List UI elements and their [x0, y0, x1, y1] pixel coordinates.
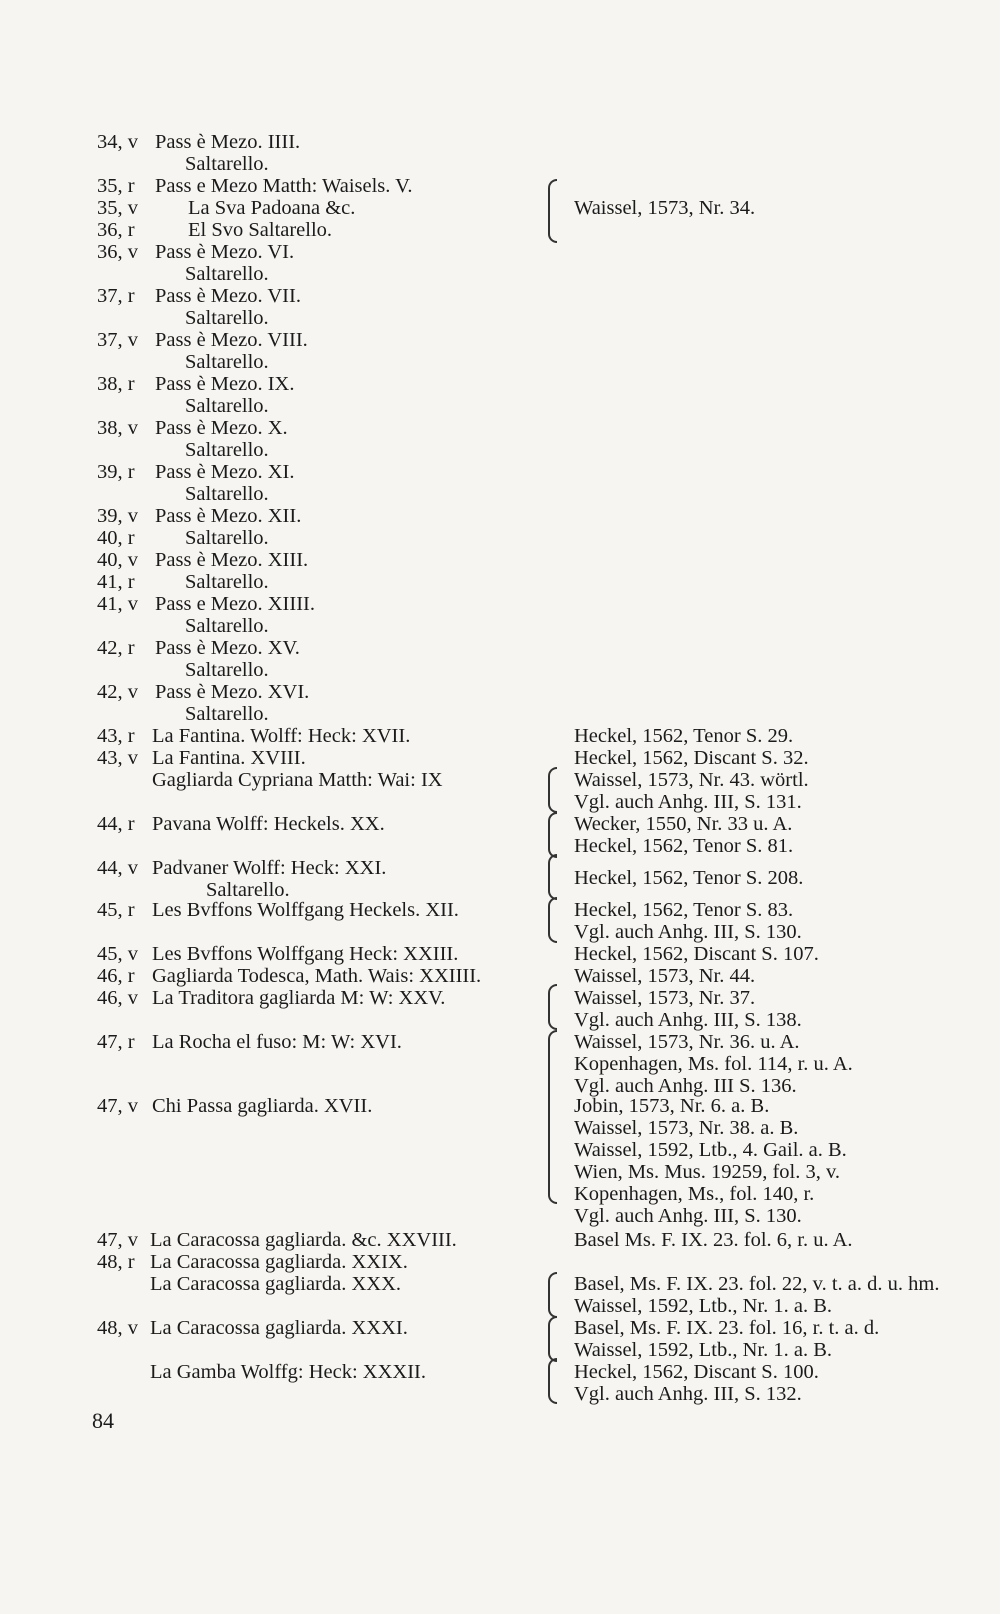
piece-title: Saltarello.: [185, 571, 269, 593]
grouping-brace: [548, 897, 557, 943]
folio-number: 44, r: [97, 813, 135, 835]
source-reference: Vgl. auch Anhg. III, S. 130.: [574, 1205, 802, 1227]
entry-line: [0, 1294, 1000, 1318]
source-reference: Vgl. auch Anhg. III, S. 138.: [574, 1009, 802, 1031]
source-reference: Heckel, 1562, Discant S. 100.: [574, 1361, 819, 1383]
grouping-brace: [548, 1358, 557, 1404]
grouping-brace: [548, 1030, 557, 1204]
entry-line: [0, 548, 1000, 572]
entry-line: [0, 416, 1000, 440]
entry-line: [0, 1008, 1000, 1032]
piece-title: Saltarello.: [185, 153, 269, 175]
piece-title: Gagliarda Cypriana Matth: Wai: IX: [152, 769, 443, 791]
folio-number: 40, r: [97, 527, 135, 549]
entry-line: [0, 1138, 1000, 1162]
folio-number: 39, v: [97, 505, 138, 527]
piece-title: Pavana Wolff: Heckels. XX.: [152, 813, 385, 835]
grouping-brace: [548, 1272, 557, 1318]
piece-title: Saltarello.: [185, 659, 269, 681]
piece-title: Saltarello.: [185, 351, 269, 373]
entry-line: [0, 1272, 1000, 1296]
entry-line: [0, 570, 1000, 594]
entry-line: [0, 812, 1000, 836]
piece-title: Saltarello.: [185, 395, 269, 417]
source-reference: Kopenhagen, Ms. fol. 114, r. u. A.: [574, 1053, 853, 1075]
source-reference: Waissel, 1573, Nr. 36. u. A.: [574, 1031, 800, 1053]
folio-number: 41, v: [97, 593, 138, 615]
entry-line: [0, 1250, 1000, 1274]
folio-number: 35, r: [97, 175, 135, 197]
grouping-brace: [548, 1316, 557, 1362]
entry-line: [0, 328, 1000, 352]
piece-title: Pass è Mezo. X.: [155, 417, 288, 439]
piece-title: Pass è Mezo. VI.: [155, 241, 295, 263]
entry-line: [0, 592, 1000, 616]
entry-line: [0, 218, 1000, 242]
piece-title: Pass è Mezo. VII.: [155, 285, 301, 307]
piece-title: Pass e Mezo Matth: Waisels. V.: [155, 175, 413, 197]
entry-line: [0, 394, 1000, 418]
piece-title: Saltarello.: [185, 703, 269, 725]
source-reference: Wecker, 1550, Nr. 33 u. A.: [574, 813, 793, 835]
entry-line: [0, 680, 1000, 704]
entry-line: [0, 986, 1000, 1010]
entry-line: [0, 482, 1000, 506]
piece-title: Pass è Mezo. XI.: [155, 461, 295, 483]
folio-number: 39, r: [97, 461, 135, 483]
grouping-brace: [548, 812, 557, 858]
folio-number: 45, v: [97, 943, 138, 965]
piece-title: El Svo Saltarello.: [188, 219, 333, 241]
source-reference: Heckel, 1562, Tenor S. 208.: [574, 867, 804, 889]
entry-line: [0, 1116, 1000, 1140]
entry-line: [0, 196, 1000, 220]
grouping-brace: [548, 984, 557, 1030]
grouping-brace: [548, 767, 557, 813]
entry-line: [0, 174, 1000, 198]
entry-line: [0, 284, 1000, 308]
entry-line: [0, 130, 1000, 154]
entry-line: [0, 964, 1000, 988]
source-reference: Vgl. auch Anhg. III, S. 130.: [574, 921, 802, 943]
folio-number: 40, v: [97, 549, 138, 571]
entry-line: [0, 942, 1000, 966]
entry-line: [0, 372, 1000, 396]
folio-number: 42, v: [97, 681, 138, 703]
folio-number: 43, v: [97, 747, 138, 769]
source-reference: Waissel, 1573, Nr. 38. a. B.: [574, 1117, 799, 1139]
source-reference: Waissel, 1592, Ltb., Nr. 1. a. B.: [574, 1339, 832, 1361]
entry-line: [0, 768, 1000, 792]
entry-line: [0, 438, 1000, 462]
source-reference: Heckel, 1562, Tenor S. 83.: [574, 899, 794, 921]
source-reference: Heckel, 1562, Discant S. 107.: [574, 943, 819, 965]
piece-title: La Traditora gagliarda M: W: XXV.: [152, 987, 446, 1009]
piece-title: La Caracossa gagliarda. XXIX.: [150, 1251, 408, 1273]
piece-title: La Caracossa gagliarda. &c. XXVIII.: [150, 1229, 457, 1251]
source-reference: Basel, Ms. F. IX. 23. fol. 16, r. t. a. d.: [574, 1317, 880, 1339]
entry-line: [0, 1228, 1000, 1252]
entry-line: [0, 702, 1000, 726]
folio-number: 46, r: [97, 965, 135, 987]
entry-line: [0, 460, 1000, 484]
folio-number: 37, r: [97, 285, 135, 307]
piece-title: Pass è Mezo. IX.: [155, 373, 295, 395]
piece-title: La Fantina. XVIII.: [152, 747, 306, 769]
source-reference: Waissel, 1573, Nr. 37.: [574, 987, 756, 1009]
piece-title: Pass e Mezo. XIIII.: [155, 593, 315, 615]
entry-line: [0, 1182, 1000, 1206]
entry-line: [0, 790, 1000, 814]
entry-line: [0, 240, 1000, 264]
entry-line: [0, 1160, 1000, 1184]
folio-number: 47, v: [97, 1229, 138, 1251]
folio-number: 41, r: [97, 571, 135, 593]
piece-title: La Caracossa gagliarda. XXX.: [150, 1273, 402, 1295]
piece-title: Pass è Mezo. XIII.: [155, 549, 309, 571]
entry-line: [0, 526, 1000, 550]
folio-number: 36, r: [97, 219, 135, 241]
entry-line: [0, 636, 1000, 660]
folio-number: 46, v: [97, 987, 138, 1009]
entry-line: [0, 834, 1000, 858]
piece-title: Saltarello.: [185, 307, 269, 329]
folio-number: 48, v: [97, 1317, 138, 1339]
piece-title: Les Bvffons Wolffgang Heck: XXIII.: [152, 943, 459, 965]
folio-number: 35, v: [97, 197, 138, 219]
entry-line: [0, 1030, 1000, 1054]
grouping-brace: [548, 854, 557, 900]
entry-line: [0, 1316, 1000, 1340]
source-reference: Heckel, 1562, Tenor S. 29.: [574, 725, 794, 747]
source-reference: Vgl. auch Anhg. III, S. 132.: [574, 1383, 802, 1405]
source-reference: Waissel, 1573, Nr. 44.: [574, 965, 756, 987]
folio-number: 34, v: [97, 131, 138, 153]
source-reference: Kopenhagen, Ms., fol. 140, r.: [574, 1183, 815, 1205]
entry-line: [0, 1094, 1000, 1118]
entry-line: [0, 1382, 1000, 1406]
source-reference: Vgl. auch Anhg. III S. 136.: [574, 1075, 797, 1097]
source-reference: Vgl. auch Anhg. III, S. 131.: [574, 791, 802, 813]
entry-line: [0, 1360, 1000, 1384]
piece-title: Pass è Mezo. IIII.: [155, 131, 301, 153]
piece-title: Padvaner Wolff: Heck: XXI.: [152, 857, 387, 879]
entry-line: [0, 1052, 1000, 1076]
piece-title: Saltarello.: [185, 439, 269, 461]
entry-line: [0, 504, 1000, 528]
source-reference: Wien, Ms. Mus. 19259, fol. 3, v.: [574, 1161, 841, 1183]
folio-number: 43, r: [97, 725, 135, 747]
folio-number: 42, r: [97, 637, 135, 659]
piece-title: Saltarello.: [185, 483, 269, 505]
piece-title: La Gamba Wolffg: Heck: XXXII.: [150, 1361, 426, 1383]
folio-number: 37, v: [97, 329, 138, 351]
piece-title: La Sva Padoana &c.: [188, 197, 356, 219]
source-reference: Waissel, 1592, Ltb., Nr. 1. a. B.: [574, 1295, 832, 1317]
entry-line: [0, 306, 1000, 330]
piece-title: Saltarello.: [185, 263, 269, 285]
folio-number: 38, v: [97, 417, 138, 439]
folio-number: 48, r: [97, 1251, 135, 1273]
grouping-brace: [548, 179, 557, 243]
source-reference: Waissel, 1573, Nr. 34.: [574, 197, 756, 219]
folio-number: 36, v: [97, 241, 138, 263]
floating-reference-line: [0, 866, 1000, 890]
folio-number: 44, v: [97, 857, 138, 879]
piece-title: Gagliarda Todesca, Math. Wais: XXIIII.: [152, 965, 482, 987]
piece-title: Saltarello.: [185, 527, 269, 549]
source-reference: Heckel, 1562, Tenor S. 81.: [574, 835, 794, 857]
entry-line: [0, 350, 1000, 374]
entry-line: [0, 262, 1000, 286]
piece-title: La Fantina. Wolff: Heck: XVII.: [152, 725, 411, 747]
entry-line: [0, 152, 1000, 176]
folio-number: 38, r: [97, 373, 135, 395]
page-number: 84: [92, 1408, 114, 1433]
source-reference: Jobin, 1573, Nr. 6. a. B.: [574, 1095, 770, 1117]
entry-line: [0, 724, 1000, 748]
entry-line: [0, 614, 1000, 638]
entry-line: [0, 658, 1000, 682]
folio-number: 47, r: [97, 1031, 135, 1053]
source-reference: Heckel, 1562, Discant S. 32.: [574, 747, 809, 769]
entry-line: [0, 1338, 1000, 1362]
source-reference: Waissel, 1592, Ltb., 4. Gail. a. B.: [574, 1139, 847, 1161]
piece-title: Les Bvffons Wolffgang Heckels. XII.: [152, 899, 459, 921]
piece-title: Saltarello.: [206, 879, 290, 901]
piece-title: Pass è Mezo. XV.: [155, 637, 300, 659]
entry-line: [0, 920, 1000, 944]
source-reference: Basel, Ms. F. IX. 23. fol. 22, v. t. a. d. u. hm.: [574, 1273, 940, 1295]
folio-number: 47, v: [97, 1095, 138, 1117]
source-reference: Basel Ms. F. IX. 23. fol. 6, r. u. A.: [574, 1229, 853, 1251]
piece-title: Pass è Mezo. XII.: [155, 505, 302, 527]
piece-title: La Caracossa gagliarda. XXXI.: [150, 1317, 408, 1339]
entry-line: [0, 746, 1000, 770]
piece-title: Pass è Mezo. XVI.: [155, 681, 310, 703]
piece-title: Pass è Mezo. VIII.: [155, 329, 308, 351]
entry-line: [0, 898, 1000, 922]
piece-title: Saltarello.: [185, 615, 269, 637]
piece-title: Chi Passa gagliarda. XVII.: [152, 1095, 373, 1117]
folio-number: 45, r: [97, 899, 135, 921]
entry-line: [0, 1204, 1000, 1228]
source-reference: Waissel, 1573, Nr. 43. wörtl.: [574, 769, 809, 791]
piece-title: La Rocha el fuso: M: W: XVI.: [152, 1031, 402, 1053]
